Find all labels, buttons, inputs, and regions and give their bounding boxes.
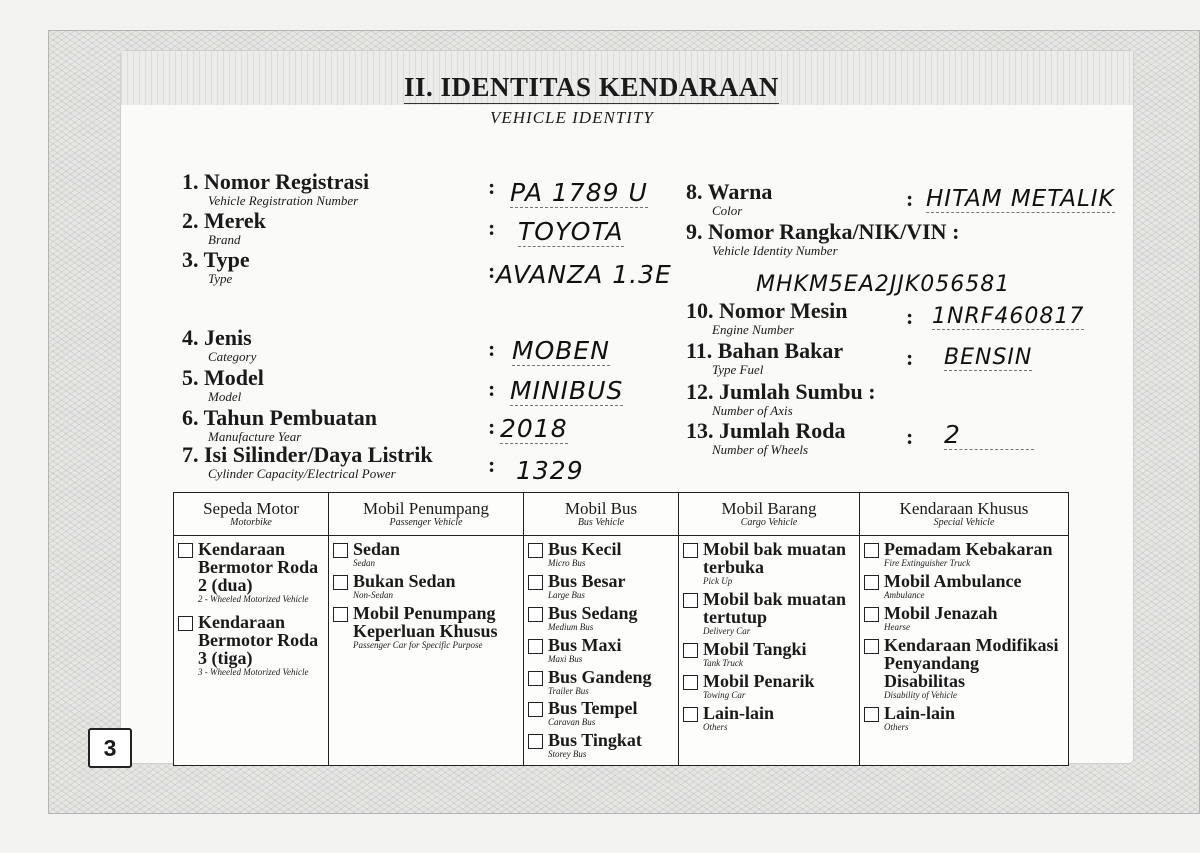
section-title-text: II. IDENTITAS KENDARAAN [404, 72, 779, 102]
colon: : [906, 345, 914, 370]
field-label-type: 3. Type Type [182, 247, 250, 286]
option-motorbike-3-wheel[interactable]: Kendaraan Bermotor Roda 3 (tiga) 3 - Wheeled Motorized Vehicle [178, 613, 324, 678]
option-tank[interactable]: Mobil Tangki Tank Truck [683, 640, 855, 669]
value-registration: PA 1789 U [510, 178, 648, 207]
value-fuel: BENSIN [944, 345, 1033, 370]
option-bus-tingkat[interactable]: Bus Tingkat Storey Bus [528, 731, 674, 760]
option-bus-besar[interactable]: Bus Besar Large Bus [528, 572, 674, 601]
checkbox-icon[interactable] [178, 616, 193, 631]
option-bus-maxi[interactable]: Bus Maxi Maxi Bus [528, 636, 674, 665]
value-wheels: 2 [944, 420, 1034, 450]
column-bus [524, 536, 679, 766]
header-cargo: Mobil Barang Cargo Vehicle [679, 493, 860, 536]
checkbox-icon[interactable] [864, 639, 879, 654]
checkbox-icon[interactable] [864, 707, 879, 722]
checkbox-icon[interactable] [864, 607, 879, 622]
option-bus-gandeng[interactable]: Bus Gandeng Trailer Bus [528, 668, 674, 697]
value-engine: 1NRF460817 [932, 304, 1085, 329]
header-motorbike: Sepeda Motor Motorbike [174, 493, 329, 536]
checkbox-icon[interactable] [528, 734, 543, 749]
colon: : [906, 304, 914, 329]
checkbox-icon[interactable] [864, 543, 879, 558]
colon: : [488, 452, 496, 477]
option-closed-cargo[interactable]: Mobil bak muatan tertutup Delivery Car [683, 590, 855, 637]
checkbox-icon[interactable] [683, 543, 698, 558]
column-cargo [679, 536, 860, 766]
colon: : [906, 186, 914, 211]
colon: : [488, 376, 496, 401]
checkbox-icon[interactable] [178, 543, 193, 558]
table-header-row [174, 493, 1069, 536]
checkbox-icon[interactable] [683, 643, 698, 658]
colon: : [488, 336, 496, 361]
colon: : [488, 258, 496, 283]
colon: : [906, 424, 914, 449]
header-passenger: Mobil Penumpang Passenger Vehicle [329, 493, 524, 536]
checkbox-icon[interactable] [683, 707, 698, 722]
vehicle-category-table [173, 492, 1069, 766]
value-vin: MHKM5EA2JJK056581 [756, 272, 1011, 297]
column-passenger [329, 536, 524, 766]
option-bus-sedang[interactable]: Bus Sedang Medium Bus [528, 604, 674, 633]
option-open-cargo[interactable]: Mobil bak muatan terbuka Pick Up [683, 540, 855, 587]
section-subtitle: VEHICLE IDENTITY [490, 108, 654, 127]
field-label-color: 8. Warna Color [686, 179, 773, 218]
checkbox-icon[interactable] [683, 593, 698, 608]
value-type: AVANZA 1.3E [496, 260, 672, 289]
option-motorbike-2-wheel[interactable]: Kendaraan Bermotor Roda 2 (dua) 2 - Wheeled Motorized Vehicle [178, 540, 324, 605]
checkbox-icon[interactable] [683, 675, 698, 690]
checkbox-icon[interactable] [528, 639, 543, 654]
field-label-axis: 12. Jumlah Sumbu : Number of Axis [686, 379, 876, 418]
field-label-wheels: 13. Jumlah Roda Number of Wheels [686, 418, 846, 457]
field-label-vin: 9. Nomor Rangka/NIK/VIN : Vehicle Identity Number [686, 219, 960, 258]
colon: : [488, 215, 496, 240]
checkbox-icon[interactable] [528, 607, 543, 622]
option-special-passenger[interactable]: Mobil Penumpang Keperluan Khusus Passenger Car for Specific Purpose [333, 604, 519, 651]
option-special-others[interactable]: Lain-lain Others [864, 704, 1064, 733]
value-cylinder: 1329 [516, 456, 584, 485]
checkbox-icon[interactable] [528, 575, 543, 590]
colon: : [488, 174, 496, 199]
value-color: HITAM METALIK [926, 186, 1115, 212]
option-disability-vehicle[interactable]: Kendaraan Modifikasi Penyandang Disabilitas Disability of Vehicle [864, 636, 1064, 701]
field-label-cylinder: 7. Isi Silinder/Daya Listrik Cylinder Capacity/Electrical Power [182, 442, 433, 481]
table-options-row [174, 536, 1069, 766]
colon: : [488, 414, 496, 439]
option-ambulance[interactable]: Mobil Ambulance Ambulance [864, 572, 1064, 601]
field-label-registration: 1. Nomor Registrasi Vehicle Registration Number [182, 169, 370, 208]
field-label-fuel: 11. Bahan Bakar Type Fuel [686, 338, 844, 377]
value-year: 2018 [500, 414, 568, 443]
column-special [860, 536, 1069, 766]
header-special: Kendaraan Khusus Special Vehicle [860, 493, 1069, 536]
option-cargo-others[interactable]: Lain-lain Others [683, 704, 855, 733]
checkbox-icon[interactable] [333, 607, 348, 622]
checkbox-icon[interactable] [528, 543, 543, 558]
section-title [368, 72, 779, 104]
field-label-brand: 2. Merek Brand [182, 208, 266, 247]
page-number-badge: 3 [88, 728, 132, 768]
column-motorbike [174, 536, 329, 766]
value-model: MINIBUS [510, 376, 624, 405]
checkbox-icon[interactable] [333, 543, 348, 558]
field-label-category: 4. Jenis Category [182, 325, 257, 364]
header-bus: Mobil Bus Bus Vehicle [524, 493, 679, 536]
value-category: MOBEN [512, 336, 610, 365]
checkbox-icon[interactable] [333, 575, 348, 590]
value-brand: TOYOTA [518, 217, 624, 246]
checkbox-icon[interactable] [864, 575, 879, 590]
option-bus-tempel[interactable]: Bus Tempel Caravan Bus [528, 699, 674, 728]
checkbox-icon[interactable] [528, 671, 543, 686]
field-label-year: 6. Tahun Pembuatan Manufacture Year [182, 405, 378, 444]
option-bus-kecil[interactable]: Bus Kecil Micro Bus [528, 540, 674, 569]
option-towing[interactable]: Mobil Penarik Towing Car [683, 672, 855, 701]
option-non-sedan[interactable]: Bukan Sedan Non-Sedan [333, 572, 519, 601]
option-sedan[interactable]: Sedan Sedan [333, 540, 519, 569]
option-hearse[interactable]: Mobil Jenazah Hearse [864, 604, 1064, 633]
checkbox-icon[interactable] [528, 702, 543, 717]
field-label-model: 5. Model Model [182, 365, 264, 404]
option-fire-truck[interactable]: Pemadam Kebakaran Fire Extinguisher Truck [864, 540, 1064, 569]
field-label-engine: 10. Nomor Mesin Engine Number [686, 298, 848, 337]
